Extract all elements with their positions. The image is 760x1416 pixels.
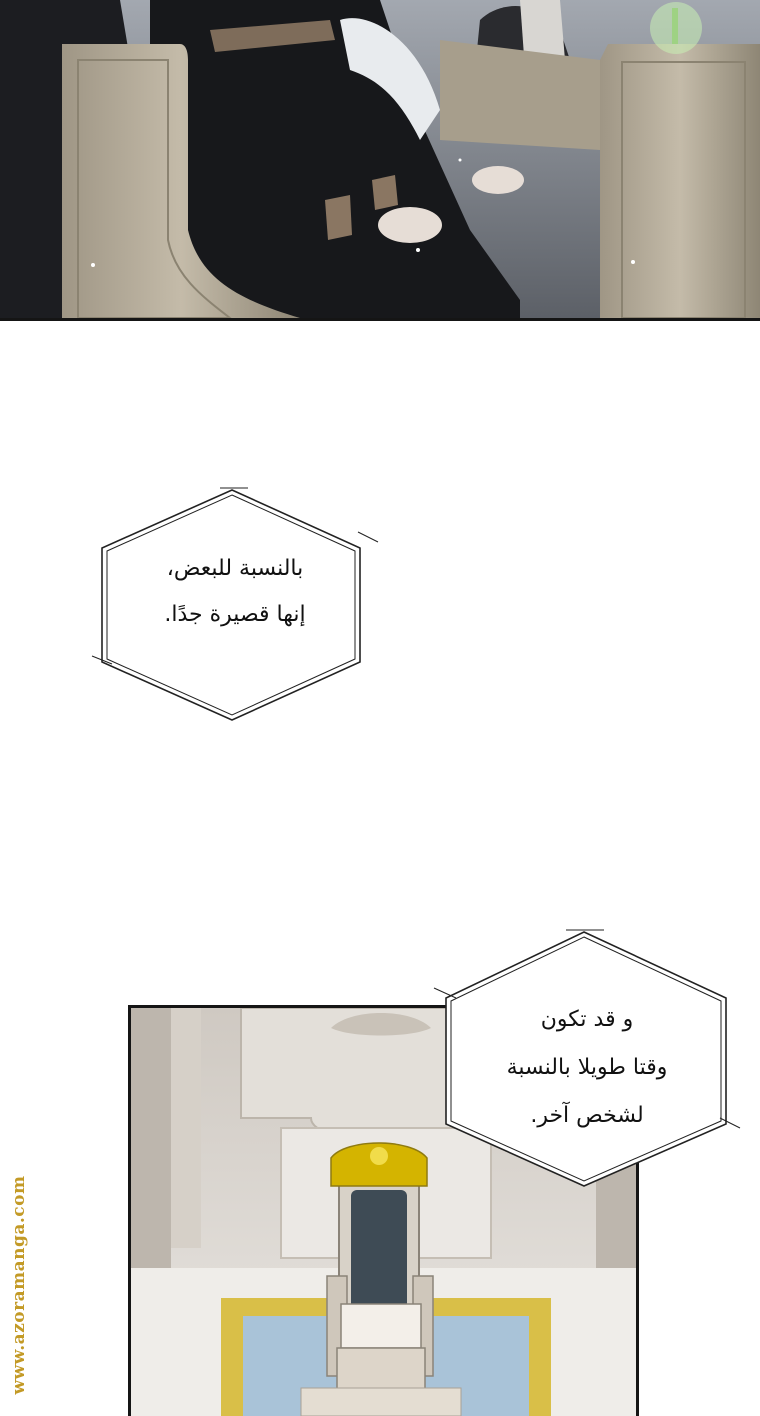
bubble-2-line-2: وقتا طويلا بالنسبة — [506, 1055, 668, 1080]
site-watermark — [8, 1165, 30, 1405]
audience-illustration — [0, 0, 760, 318]
bubble-2-line-1: و قد تكون — [540, 1007, 634, 1032]
bubble-1-line-1: بالنسبة للبعض، — [166, 556, 304, 581]
watermark-text: www.azoramanga.com — [9, 1175, 29, 1395]
bubble-2-line-3: لشخص آخر. — [530, 1103, 644, 1128]
speech-bubble-2 — [434, 928, 740, 1190]
bubble-1-line-2: إنها قصيرة جدًا. — [164, 602, 306, 627]
bubble-1-text — [112, 546, 358, 638]
top-panel — [0, 0, 760, 321]
speech-bubble-1 — [92, 486, 378, 724]
bubble-2-text — [464, 996, 710, 1140]
